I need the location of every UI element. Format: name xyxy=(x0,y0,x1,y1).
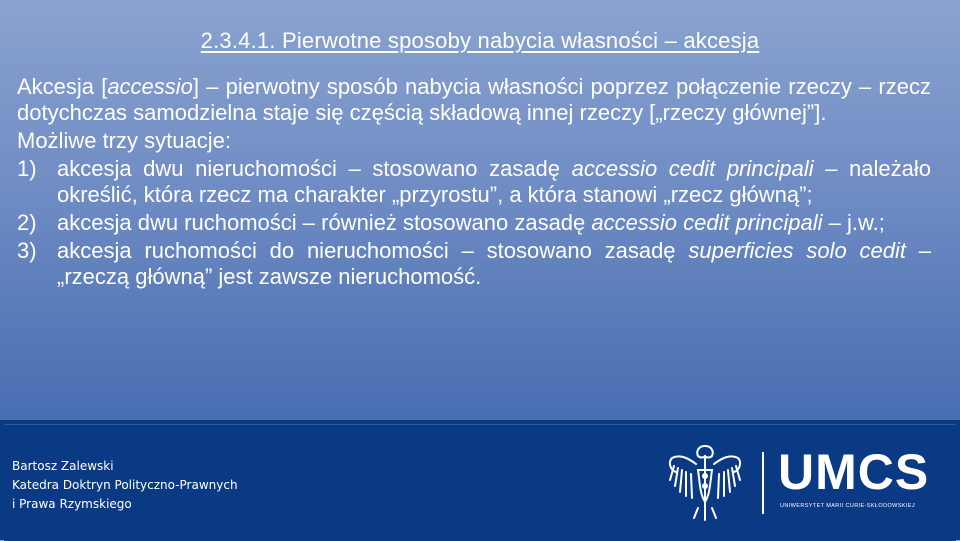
list-item-text-end: – „rzeczą główną” jest zawsze nieruchomość. xyxy=(57,238,931,289)
slide-content xyxy=(17,74,931,292)
author-department: Katedra Doktryn Polityczno-Prawnych xyxy=(12,478,238,492)
intro-text-1: Akcesja [ xyxy=(17,74,108,99)
logo-separator xyxy=(762,452,764,514)
lead-text: Możliwe trzy sytuacje: xyxy=(17,128,231,153)
list-item-text-end: – należało określić, która rzecz ma charakter „przyrostu”, a która stanowi „rzecz główną”; xyxy=(57,156,931,207)
intro-paragraph xyxy=(17,74,931,126)
list-item-number: 1) xyxy=(17,156,37,181)
author-name: Bartosz Zalewski xyxy=(12,459,114,473)
situations-list xyxy=(17,156,931,290)
umcs-logo-text: UMCS xyxy=(778,444,930,500)
list-item-number: 3) xyxy=(17,238,37,263)
eagle-emblem-icon xyxy=(660,436,750,526)
list-item-italic: accessio cedit principali xyxy=(571,156,814,181)
slide-title: 2.3.4.1. Pierwotne sposoby nabycia własności – akcesja xyxy=(200,28,760,53)
author-info xyxy=(12,457,238,514)
list-item xyxy=(17,238,931,290)
list-item-text: akcesja ruchomości do nieruchomości – stosowano zasadę xyxy=(57,238,689,263)
list-item-text-end: – j.w.; xyxy=(822,210,885,235)
list-item-text: akcesja dwu nieruchomości – stosowano zasadę xyxy=(57,156,572,181)
list-item-italic: accessio cedit principali xyxy=(591,210,823,235)
list-item-number: 2) xyxy=(17,210,37,235)
umcs-logo-subtext: UNIWERSYTET MARII CURIE-SKŁODOWSKIEJ xyxy=(780,503,916,509)
list-item-italic: superficies solo cedit xyxy=(688,238,906,263)
list-item-text: akcesja dwu ruchomości – również stosowano zasadę xyxy=(57,210,592,235)
author-department-2: i Prawa Rzymskiego xyxy=(12,497,132,511)
intro-italic-term: accessio xyxy=(107,74,193,99)
intro-text-2: ] – pierwotny sposób nabycia własności poprzez połączenie rzeczy – rzecz dotychczas samodzielna staje się częścią składową innej rzeczy [„rzeczy głównej”]. xyxy=(17,74,931,125)
list-item xyxy=(17,156,931,208)
list-item xyxy=(17,210,931,236)
